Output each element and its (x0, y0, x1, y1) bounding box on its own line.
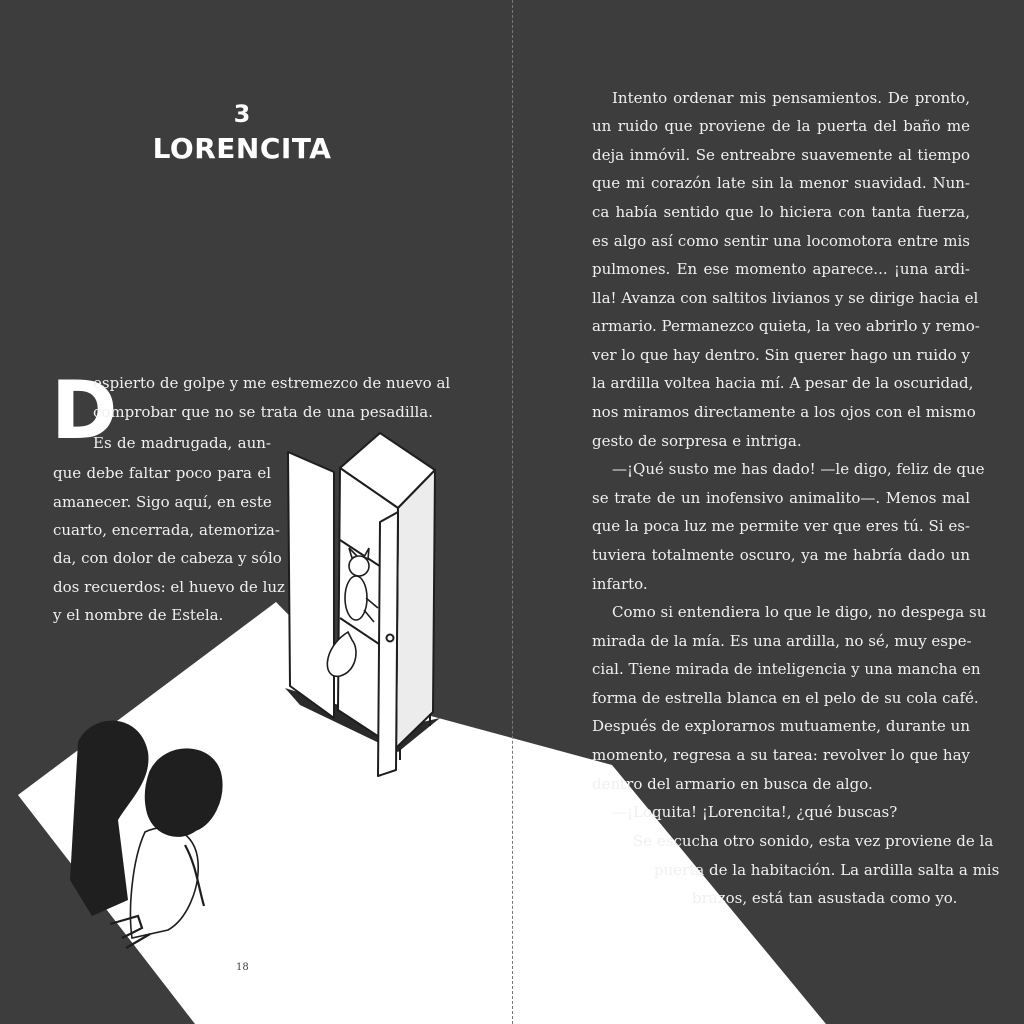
text-line: la ardilla voltea hacia mí. A pesar de la oscuridad, (592, 374, 974, 392)
text-line: ver lo que hay dentro. Sin querer hago un ruido y (592, 346, 970, 364)
text-line: Como si entendiera lo que le digo, no despega su (612, 603, 987, 621)
text-line: —¡Qué susto me has dado! —le digo, feliz de que (612, 460, 985, 478)
text-line: ca había sentido que lo hiciera con tanta fuerza, (592, 203, 970, 221)
text-line: Es de madrugada, aun- (93, 434, 271, 452)
text-line: lla! Avanza con saltitos livianos y se dirige hacia el (592, 289, 979, 307)
text-line: puerta de la habitación. La ardilla salta a mis (654, 861, 1000, 879)
text-line: dentro del armario en busca de algo. (592, 775, 873, 793)
text-line: pulmones. En ese momento aparece... ¡una ardi- (592, 260, 970, 278)
text-line: forma de estrella blanca en el pelo de su cola café. (592, 689, 979, 707)
text-line: brazos, está tan asustada como yo. (692, 889, 958, 907)
chapter-title: LORENCITA (152, 132, 332, 165)
door-knob (387, 635, 394, 642)
text-line: tuviera totalmente oscuro, ya me habría dado un (592, 546, 970, 564)
text-line: da, con dolor de cabeza y sólo (53, 549, 282, 567)
text-line: es algo así como sentir una locomotora entre mis (592, 232, 970, 250)
text-line: cial. Tiene mirada de inteligencia y una mancha en (592, 660, 981, 678)
text-line: Intento ordenar mis pensamientos. De pronto, (612, 89, 970, 107)
text-line: armario. Permanezco quieta, la veo abrirlo y remo- (592, 317, 980, 335)
text-line: que debe faltar poco para el (53, 464, 271, 482)
text-line: amanecer. Sigo aquí, en este (53, 493, 272, 511)
text-line: —¡Loquita! ¡Lorencita!, ¿qué buscas? (612, 803, 898, 821)
chapter-number: 3 (233, 100, 251, 128)
page-gutter (512, 0, 514, 1024)
text-line: un ruido que proviene de la puerta del baño me (592, 117, 970, 135)
text-line: se trate de un inofensivo animalito—. Menos mal (592, 489, 970, 507)
wardrobe-side (396, 470, 435, 748)
text-line: espierto de golpe y me estremezco de nuevo al (93, 374, 451, 392)
wardrobe-right-door (378, 512, 398, 776)
text-line: nos miramos directamente a los ojos con el mismo (592, 403, 976, 421)
drop-cap: D (51, 364, 118, 457)
wardrobe-door (288, 452, 334, 718)
text-line: y el nombre de Estela. (53, 606, 224, 624)
text-line: comprobar que no se trata de una pesadilla. (93, 403, 433, 421)
text-line: infarto. (592, 575, 648, 593)
page-number: 18 (236, 962, 249, 973)
text-line: cuarto, encerrada, atemoriza- (53, 521, 280, 539)
squirrel-head (349, 556, 369, 576)
text-line: dos recuerdos: el huevo de luz (53, 578, 285, 596)
text-line: deja inmóvil. Se entreabre suavemente al tiempo (592, 146, 970, 164)
text-line: que mi corazón late sin la menor suavidad. Nun- (592, 174, 970, 192)
text-line: Después de explorarnos mutuamente, durante un (592, 717, 970, 735)
text-line: momento, regresa a su tarea: revolver lo que hay (592, 746, 970, 764)
text-line: que la poca luz me permite ver que eres tú. Si es- (592, 517, 970, 535)
text-line: mirada de la mía. Es una ardilla, no sé, muy espe- (592, 632, 972, 650)
text-line: gesto de sorpresa e intriga. (592, 432, 802, 450)
text-line: Se escucha otro sonido, esta vez proviene de la (633, 832, 994, 850)
squirrel-body (345, 576, 367, 620)
